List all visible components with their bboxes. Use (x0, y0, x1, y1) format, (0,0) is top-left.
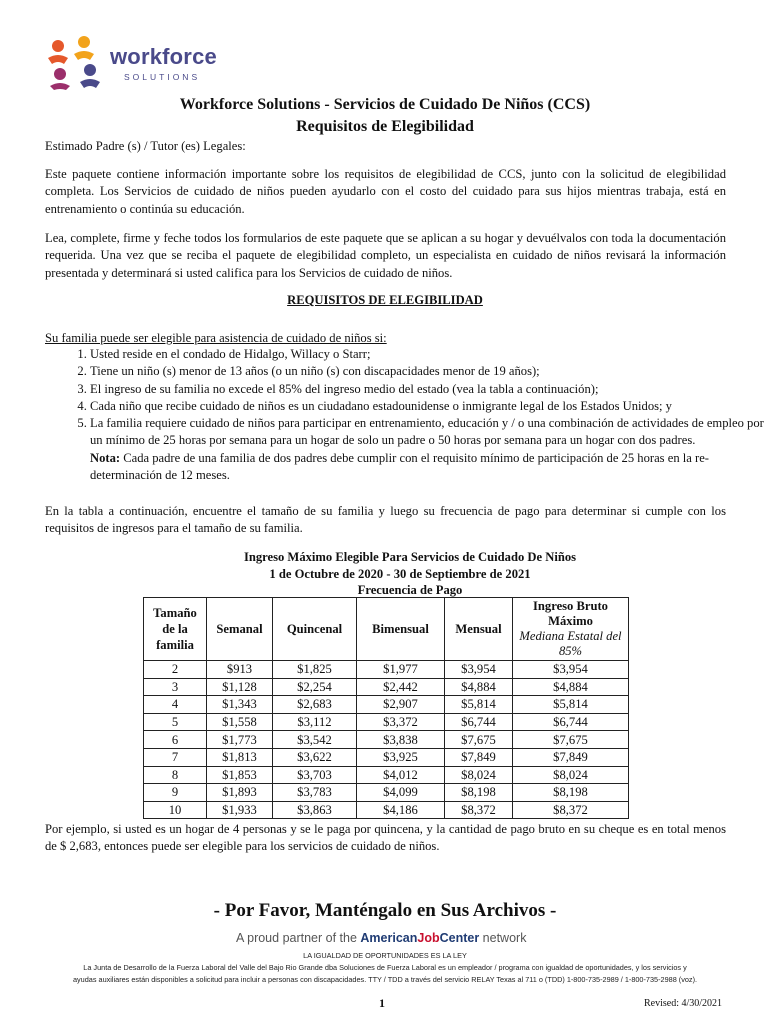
monthly-header: Mensual (445, 598, 513, 661)
table-cell: $1,343 (207, 696, 273, 714)
requirement-item: 3. El ingreso de su familia no excede el 85% del ingreso medio del estado (vea la tabla a continuación); (90, 381, 770, 398)
note-text: Cada padre de una familia de dos padres debe cumplir con el requisito mínimo de participación de 25 horas en la re-determinación de 12 meses. (90, 450, 709, 483)
table-row (144, 713, 629, 731)
table-cell: $1,893 (207, 784, 273, 802)
revised-date: Revised: 4/30/2021 (644, 998, 723, 1009)
table-cell: 8 (144, 766, 207, 784)
americanjobcenter-partner-line: A proud partner of the AmericanJobCenter network (236, 931, 527, 945)
table-cell: $2,683 (273, 696, 357, 714)
requirements-heading: REQUISITOS DE ELEGIBILIDAD (287, 293, 483, 307)
table-cell: $3,372 (357, 713, 445, 731)
requirement-text: La familia requiere cuidado de niños para participar en entrenamiento, educación y / o una combinación de actividades de empleo por un mínimo de 25 horas por semana para un hogar de solo un padre o 50 horas por semana para un hogar con dos padres. (90, 416, 764, 448)
table-cell: $4,186 (357, 801, 445, 819)
table-cell: $3,542 (273, 731, 357, 749)
family-size-header: Tamaño de la familia (144, 598, 207, 661)
requirement-item (90, 415, 770, 484)
logo-subtitle: SOLUTIONS (124, 72, 201, 82)
requirements-list (45, 346, 770, 484)
table-cell: $6,744 (445, 713, 513, 731)
table-cell: $3,954 (513, 661, 629, 679)
table-cell: $1,813 (207, 748, 273, 766)
document-title: Workforce Solutions - Servicios de Cuidado De Niños (CCS) (179, 96, 591, 113)
table-cell: $3,954 (445, 661, 513, 679)
requirement-item: 1. Usted reside en el condado de Hidalgo, Willacy o Starr; (90, 346, 770, 363)
table-cell: $3,112 (273, 713, 357, 731)
table-cell: $3,783 (273, 784, 357, 802)
table-cell: $3,925 (357, 748, 445, 766)
table-frequency-label: Frecuencia de Pago (357, 583, 463, 597)
workforce-solutions-logo (44, 34, 224, 90)
table-row (144, 731, 629, 749)
table-row (144, 661, 629, 679)
table-title: Ingreso Máximo Elegible Para Servicios de Cuidado De Niños (243, 550, 577, 564)
table-cell: $2,254 (273, 678, 357, 696)
table-cell: 7 (144, 748, 207, 766)
greeting: Estimado Padre (s) / Tutor (es) Legales: (45, 139, 246, 153)
requirements-intro: Su familia puede ser elegible para asistencia de cuidado de niños si: (45, 331, 387, 345)
table-cell: $3,703 (273, 766, 357, 784)
income-table-header (144, 598, 629, 661)
table-cell: $4,099 (357, 784, 445, 802)
table-cell: $8,024 (445, 766, 513, 784)
table-cell: $2,442 (357, 678, 445, 696)
table-cell: $1,933 (207, 801, 273, 819)
table-cell: $7,675 (513, 731, 629, 749)
table-cell: $5,814 (445, 696, 513, 714)
keep-notice: - Por Favor, Manténgalo en Sus Archivos - (213, 900, 557, 921)
table-cell: $8,372 (513, 801, 629, 819)
table-cell: $1,128 (207, 678, 273, 696)
requirement-item: 2. Tiene un niño (s) menor de 13 años (o un niño (s) con discapacidades menor de 19 años); (90, 363, 770, 380)
table-cell: $8,198 (445, 784, 513, 802)
table-row (144, 784, 629, 802)
table-cell: $8,024 (513, 766, 629, 784)
table-instructions: En la tabla a continuación, encuentre el tamaño de su familia y luego su frecuencia de pago para determinar si cumple con los requisitos de ingresos para el tamaño de su familia. (45, 504, 726, 536)
table-cell: $7,849 (513, 748, 629, 766)
table-cell: $5,814 (513, 696, 629, 714)
logo-wordmark: workforce (110, 44, 217, 69)
table-cell: $4,884 (445, 678, 513, 696)
table-cell: $2,907 (357, 696, 445, 714)
table-cell: $8,198 (513, 784, 629, 802)
semimonthly-header: Bimensual (357, 598, 445, 661)
table-cell: $913 (207, 661, 273, 679)
instructions-paragraph: Lea, complete, firme y feche todos los formularios de este paquete que se aplican a su hogar y devuélvalos con toda la documentación requerida. Una vez que se reciba el paquete de elegibilidad completo, un especialista en cuidado de niños revisará la información presentada y determinará si usted califica para los Servicios de cuidado de niños. (45, 231, 726, 280)
table-row (144, 696, 629, 714)
table-cell: $1,977 (357, 661, 445, 679)
table-row (144, 748, 629, 766)
table-cell: $7,849 (445, 748, 513, 766)
table-cell: $1,558 (207, 713, 273, 731)
table-cell: $7,675 (445, 731, 513, 749)
income-table (143, 597, 629, 819)
table-cell: $3,838 (357, 731, 445, 749)
document-subtitle: Requisitos de Elegibilidad (296, 118, 474, 135)
table-cell: $1,853 (207, 766, 273, 784)
table-period: 1 de Octubre de 2020 - 30 de Septiembre de 2021 (269, 567, 531, 581)
example-paragraph: Por ejemplo, si usted es un hogar de 4 personas y se le paga por quincena, y la cantidad de pago bruto en su cheque es en total menos de $ 2,683, entonces puede ser elegible para los servicios de cuidado de niños. (45, 822, 726, 854)
equal-opportunity-text-2: ayudas auxiliares están disponibles a solicitud para incluir a personas con discapacidades. TTY / TDD a través del servicio RELAY Texas al 711 o (TDD) 1-800-735-2989 / 1-800-735-2988 (voz). (72, 975, 698, 984)
table-cell: $6,744 (513, 713, 629, 731)
table-cell: 5 (144, 713, 207, 731)
table-cell: 6 (144, 731, 207, 749)
table-cell: $4,012 (357, 766, 445, 784)
table-row (144, 678, 629, 696)
table-cell: $4,884 (513, 678, 629, 696)
table-row (144, 766, 629, 784)
biweekly-header: Quincenal (273, 598, 357, 661)
table-cell: $1,773 (207, 731, 273, 749)
table-cell: 2 (144, 661, 207, 679)
equal-opportunity-text-1: La Junta de Desarrollo de la Fuerza Laboral del Valle del Bajo Rio Grande dba Soluciones de Fuerza Laboral es un empleador / programa con igualdad de oportunidades, y los servicios y (83, 963, 687, 972)
requirement-item: 4. Cada niño que recibe cuidado de niños es un ciudadano estadounidense o inmigrante legal de los Estados Unidos; y (90, 398, 770, 415)
logo-people-icon (44, 34, 106, 90)
table-row (144, 801, 629, 819)
table-cell: 9 (144, 784, 207, 802)
table-cell: 10 (144, 801, 207, 819)
table-cell: 4 (144, 696, 207, 714)
note-label: Nota: (90, 450, 121, 465)
equal-opportunity-heading: LA IGUALDAD DE OPORTUNIDADES ES LA LEY (303, 951, 467, 960)
intro-paragraph: Este paquete contiene información importante sobre los requisitos de elegibilidad de CCS, junto con la solicitud de elegibilidad completa. Los Servicios de cuidado de niños pueden ayudarlo con el costo del cuidado para sus hijos mientras trabaja, está en entrenamiento o continúa su educación. (45, 167, 726, 216)
gross-income-header: Ingreso Bruto Máximo Mediana Estatal del 85% (513, 598, 629, 661)
table-cell: $1,825 (273, 661, 357, 679)
table-cell: $3,863 (273, 801, 357, 819)
weekly-header: Semanal (207, 598, 273, 661)
table-cell: $8,372 (445, 801, 513, 819)
table-cell: $3,622 (273, 748, 357, 766)
table-cell: 3 (144, 678, 207, 696)
page-number: 1 (379, 996, 385, 1010)
